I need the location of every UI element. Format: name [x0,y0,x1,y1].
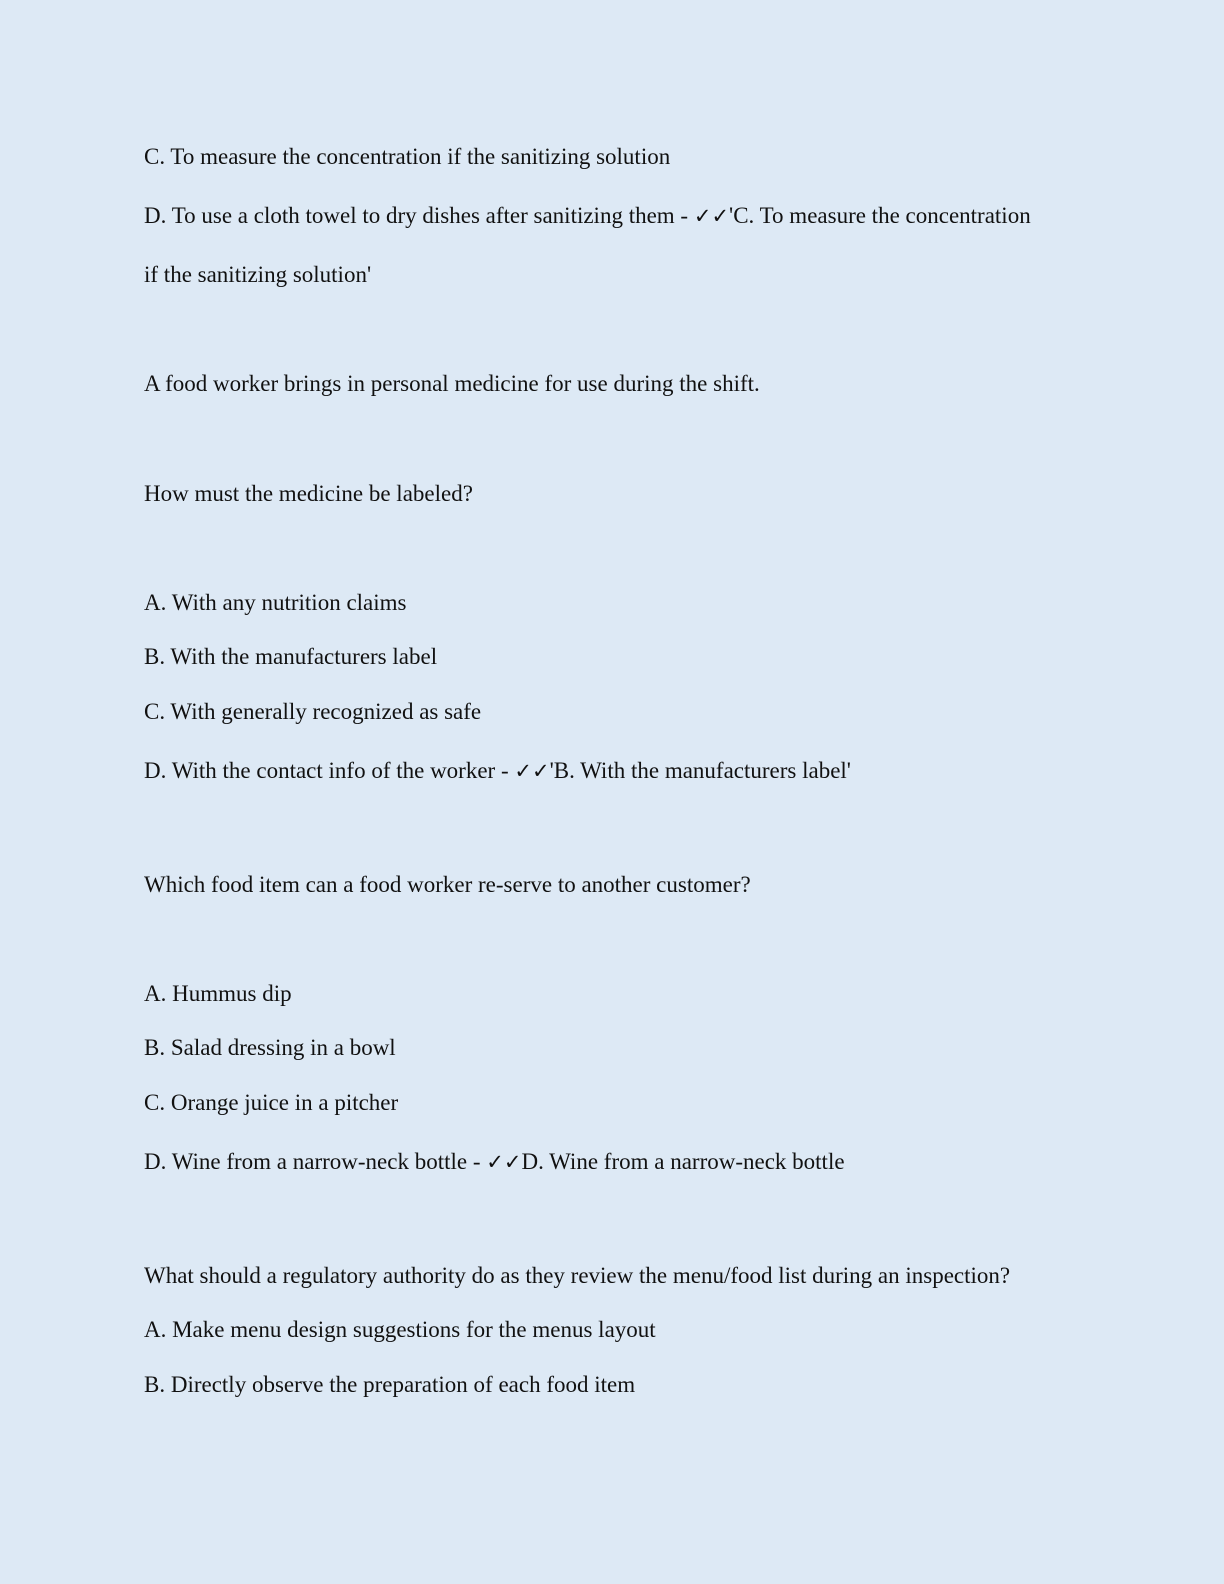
checkmark-icon: ✓✓ [486,1150,522,1174]
q1-option-d-text: D. To use a cloth towel to dry dishes after sanitizing them - [144,203,694,228]
q3-option-c: C. Orange juice in a pitcher [144,1090,399,1115]
q3-answer: D. Wine from a narrow-neck bottle [521,1149,845,1174]
q1-option-d [144,202,1031,230]
checkmark-icon: ✓✓ [514,759,550,783]
q2-option-d [144,757,851,785]
q3-option-d [144,1148,845,1176]
q1-answer: 'C. To measure the concentration [729,203,1031,228]
q4-option-b: B. Directly observe the preparation of each food item [144,1372,636,1397]
q2-option-c: C. With generally recognized as safe [144,699,482,724]
q4-option-a: A. Make menu design suggestions for the menus layout [144,1317,656,1342]
q2-option-b: B. With the manufacturers label [144,644,438,669]
q3-question: Which food item can a food worker re-serve to another customer? [144,872,751,897]
checkmark-icon: ✓✓ [693,204,730,228]
q2-question: How must the medicine be labeled? [144,481,473,506]
q2-stem: A food worker brings in personal medicine for use during the shift. [144,371,760,396]
q3-option-a: A. Hummus dip [144,981,292,1006]
q2-answer: 'B. With the manufacturers label' [549,758,851,783]
q3-option-d-text: D. Wine from a narrow-neck bottle - [144,1149,487,1174]
q1-answer-continued: if the sanitizing solution' [144,262,372,287]
q4-question: What should a regulatory authority do as they review the menu/food list during an inspection? [144,1263,1011,1288]
q2-option-d-text: D. With the contact info of the worker - [144,758,515,783]
q1-option-c: C. To measure the concentration if the sanitizing solution [144,144,671,169]
q2-option-a: A. With any nutrition claims [144,590,407,615]
q3-option-b: B. Salad dressing in a bowl [144,1035,396,1060]
